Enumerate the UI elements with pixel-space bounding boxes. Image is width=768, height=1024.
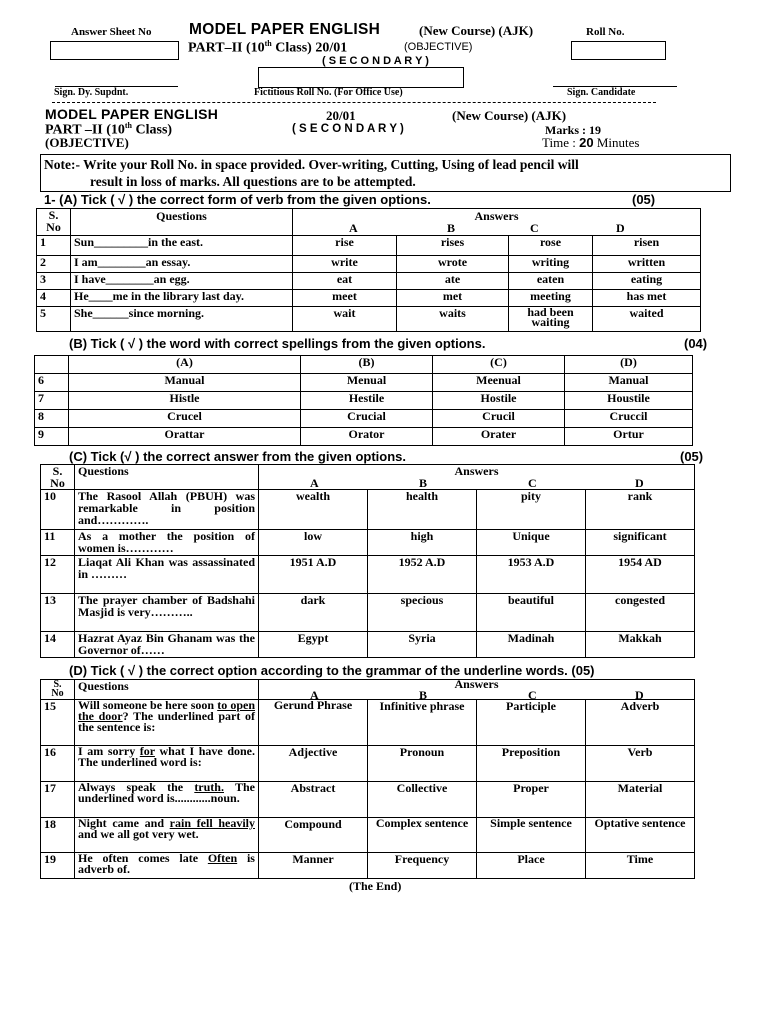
table-row — [37, 236, 701, 256]
paper-course: (New Course) (AJK) — [452, 108, 567, 123]
section-a-marks: (05) — [632, 192, 656, 207]
option-c[interactable]: Participle — [477, 700, 586, 746]
option-c[interactable]: Crucil — [433, 410, 565, 428]
end-text: (The End) — [349, 879, 402, 893]
option-c[interactable]: had been waiting — [509, 307, 593, 332]
option-b[interactable]: waits — [397, 307, 509, 332]
option-a[interactable]: Adjective — [259, 746, 368, 782]
opt-c-label: C — [528, 476, 537, 490]
header-part-line: PART–II (10th Class) 20/01 — [188, 39, 348, 56]
option-c[interactable]: Hostile — [433, 392, 565, 410]
option-d[interactable]: Time — [586, 853, 695, 879]
option-a[interactable]: rise — [293, 236, 397, 256]
table-row — [41, 853, 695, 879]
table-row — [41, 490, 695, 530]
option-c[interactable]: meeting — [509, 290, 593, 307]
option-b[interactable]: health — [368, 490, 477, 530]
option-c[interactable]: Proper — [477, 782, 586, 818]
option-b[interactable]: Crucial — [301, 410, 433, 428]
option-c[interactable]: Madinah — [477, 632, 586, 658]
note-line-1: Note:- Write your Roll No. in space provided. Over-writing, Cutting, Using of lead pencil will — [44, 157, 579, 172]
option-c[interactable]: writing — [509, 256, 593, 273]
option-c[interactable]: Simple sentence — [477, 818, 586, 853]
paper-secondary: ( S E C O N D A R Y ) — [292, 123, 404, 135]
option-d[interactable]: rank — [586, 490, 695, 530]
question-no: 17 — [41, 782, 75, 818]
option-a[interactable]: Crucel — [69, 410, 301, 428]
option-a[interactable]: Compound — [259, 818, 368, 853]
question-text: He often comes late Often is adverb of. — [75, 853, 259, 879]
paper-title: MODEL PAPER ENGLISH — [45, 106, 219, 122]
option-a[interactable]: low — [259, 530, 368, 556]
option-d[interactable]: significant — [586, 530, 695, 556]
question-no: 13 — [41, 594, 75, 632]
question-text: He____me in the library last day. — [71, 290, 293, 307]
option-a[interactable]: dark — [259, 594, 368, 632]
section-b-marks: (04) — [684, 336, 708, 351]
question-text: The Rasool Allah (PBUH) was remarkable in position and…………. — [75, 490, 259, 530]
question-text: Hazrat Ayaz Bin Ghanam was the Governor of…… — [75, 632, 259, 658]
opt-c-label: (C) — [433, 356, 565, 374]
question-no: 9 — [35, 428, 69, 446]
paper-marks: Marks : 19 — [545, 123, 601, 137]
question-no: 6 — [35, 374, 69, 392]
section-c-marks: (05) — [680, 449, 704, 464]
option-c[interactable]: Preposition — [477, 746, 586, 782]
question-no: 4 — [37, 290, 71, 307]
option-b[interactable]: wrote — [397, 256, 509, 273]
question-no: 8 — [35, 410, 69, 428]
question-no: 19 — [41, 853, 75, 879]
question-no: 7 — [35, 392, 69, 410]
option-d[interactable]: risen — [593, 236, 701, 256]
opt-b-label: (B) — [301, 356, 433, 374]
answers-header: Answers A B C D — [259, 465, 695, 490]
table-row — [41, 530, 695, 556]
section-a-table — [36, 208, 701, 332]
table-row — [41, 746, 695, 782]
roll-no-box[interactable] — [571, 41, 666, 60]
question-no: 5 — [37, 307, 71, 332]
paper-session: 20/01 — [326, 108, 356, 123]
option-b[interactable]: met — [397, 290, 509, 307]
option-d[interactable]: congested — [586, 594, 695, 632]
opt-d-label: D — [635, 688, 644, 700]
paper-time: Time : 20 Minutes — [542, 135, 640, 150]
option-c[interactable]: Meenual — [433, 374, 565, 392]
opt-c-label: C — [530, 221, 539, 235]
option-a[interactable]: Abstract — [259, 782, 368, 818]
question-no: 2 — [37, 256, 71, 273]
paper-objective: (OBJECTIVE) — [45, 135, 129, 150]
option-b[interactable]: Syria — [368, 632, 477, 658]
sno-header: S. No — [37, 209, 71, 236]
option-c[interactable]: Unique — [477, 530, 586, 556]
question-text: I am sorry for what I have done. The underlined word is: — [75, 746, 259, 782]
option-d[interactable]: written — [593, 256, 701, 273]
option-b[interactable]: Pronoun — [368, 746, 477, 782]
sno-header: S. No — [41, 465, 75, 490]
question-no: 11 — [41, 530, 75, 556]
table-row — [35, 428, 693, 446]
section-b-title: (B) Tick ( √ ) the word with correct spellings from the given options. — [69, 336, 486, 351]
option-d[interactable]: Material — [586, 782, 695, 818]
option-a[interactable]: meet — [293, 290, 397, 307]
questions-header: Questions — [75, 680, 259, 700]
cut-line — [52, 102, 656, 103]
option-d[interactable]: Ortur — [565, 428, 693, 446]
question-no: 16 — [41, 746, 75, 782]
opt-b-label: B — [419, 476, 428, 490]
table-row — [37, 256, 701, 273]
option-b[interactable]: Complex sentence — [368, 818, 477, 853]
table-row — [41, 632, 695, 658]
table-row — [37, 307, 701, 332]
option-c[interactable]: Orater — [433, 428, 565, 446]
table-row — [41, 818, 695, 853]
opt-d-label: (D) — [565, 356, 693, 374]
question-text: Always speak the truth. The underlined word is............noun. — [75, 782, 259, 818]
questions-header: Questions — [75, 465, 259, 490]
option-d[interactable]: Adverb — [586, 700, 695, 746]
option-d[interactable]: has met — [593, 290, 701, 307]
question-text: She______since morning. — [71, 307, 293, 332]
option-a[interactable]: Gerund Phrase — [259, 700, 368, 746]
question-text: I have________an egg. — [71, 273, 293, 290]
option-d[interactable]: eating — [593, 273, 701, 290]
option-a[interactable]: Egypt — [259, 632, 368, 658]
option-a[interactable]: Manner — [259, 853, 368, 879]
question-no: 1 — [37, 236, 71, 256]
sign-supdnt-label: Sign. Dy. Supdnt. — [54, 87, 129, 98]
opt-a-label: A — [349, 221, 358, 235]
question-no: 10 — [41, 490, 75, 530]
opt-d-label: D — [616, 221, 625, 235]
table-row — [41, 782, 695, 818]
question-text: The prayer chamber of Badshahi Masjid is very……….. — [75, 594, 259, 632]
option-b[interactable]: 1952 A.D — [368, 556, 477, 594]
header-secondary: ( S E C O N D A R Y ) — [322, 55, 429, 67]
header-title: MODEL PAPER ENGLISH — [189, 21, 381, 38]
option-a[interactable]: 1951 A.D — [259, 556, 368, 594]
answers-header: Answers A B C D — [293, 209, 701, 236]
note-box — [40, 154, 731, 192]
fictitious-roll-box[interactable] — [258, 67, 464, 88]
section-a-title: 1- (A) Tick ( √ ) the correct form of verb from the given options. — [44, 192, 431, 207]
option-b[interactable]: Collective — [368, 782, 477, 818]
option-c[interactable]: pity — [477, 490, 586, 530]
option-b[interactable]: Infinitive phrase — [368, 700, 477, 746]
table-row — [41, 594, 695, 632]
section-d-table — [40, 679, 695, 879]
option-c[interactable]: 1953 A.D — [477, 556, 586, 594]
fictitious-roll-label: Fictitious Roll No. (For Office Use) — [254, 87, 403, 98]
option-b[interactable]: Menual — [301, 374, 433, 392]
question-text: As a mother the position of women is………… — [75, 530, 259, 556]
sign-candidate-label: Sign. Candidate — [567, 87, 636, 98]
option-a[interactable]: wait — [293, 307, 397, 332]
option-d[interactable]: Manual — [565, 374, 693, 392]
section-b-table — [34, 355, 693, 446]
option-a[interactable]: wealth — [259, 490, 368, 530]
question-text: Night came and rain fell heavily and we all got very wet. — [75, 818, 259, 853]
option-a[interactable]: Manual — [69, 374, 301, 392]
option-a[interactable]: Histle — [69, 392, 301, 410]
option-d[interactable]: Verb — [586, 746, 695, 782]
question-no: 12 — [41, 556, 75, 594]
option-b[interactable]: high — [368, 530, 477, 556]
table-row — [37, 290, 701, 307]
option-d[interactable]: 1954 AD — [586, 556, 695, 594]
question-no: 18 — [41, 818, 75, 853]
opt-a-label: A — [310, 688, 319, 700]
question-text: I am________an essay. — [71, 256, 293, 273]
section-c-title: (C) Tick (√ ) the correct answer from the given options. — [69, 449, 407, 464]
question-text: Liaqat Ali Khan was assassinated in ……… — [75, 556, 259, 594]
option-a[interactable]: write — [293, 256, 397, 273]
note-line-2: result in loss of marks. All questions are to be attempted. — [90, 174, 416, 189]
option-d[interactable]: Cruccil — [565, 410, 693, 428]
option-a[interactable]: eat — [293, 273, 397, 290]
header-course: (New Course) (AJK) — [419, 23, 534, 38]
question-text: Sun_________in the east. — [71, 236, 293, 256]
answers-header: Answers A B C D — [259, 680, 695, 700]
roll-no-label: Roll No. — [586, 26, 625, 38]
option-b[interactable]: rises — [397, 236, 509, 256]
option-b[interactable]: Orator — [301, 428, 433, 446]
question-no: 15 — [41, 700, 75, 746]
opt-d-label: D — [635, 476, 644, 490]
table-row — [37, 273, 701, 290]
opt-a-label: A — [310, 476, 319, 490]
option-d[interactable]: waited — [593, 307, 701, 332]
section-d-title: (D) Tick ( √ ) the correct option according to the grammar of the underline words. (05) — [69, 663, 595, 678]
table-row — [41, 700, 695, 746]
option-c[interactable]: Place — [477, 853, 586, 879]
answer-sheet-label: Answer Sheet No — [71, 26, 152, 38]
question-no: 3 — [37, 273, 71, 290]
opt-b-label: B — [447, 221, 456, 235]
opt-b-label: B — [419, 688, 428, 700]
option-d[interactable]: Makkah — [586, 632, 695, 658]
option-b[interactable]: specious — [368, 594, 477, 632]
option-d[interactable]: Houstile — [565, 392, 693, 410]
paper-part: PART –II (10th Class) — [45, 121, 173, 138]
header-objective: (OBJECTIVE) — [404, 41, 473, 53]
opt-a-label: (A) — [69, 356, 301, 374]
table-row — [35, 410, 693, 428]
question-no: 14 — [41, 632, 75, 658]
table-row — [35, 374, 693, 392]
table-row — [41, 556, 695, 594]
question-text: Will someone be here soon to open the door? The underlined part of the sentence is: — [75, 700, 259, 746]
option-c[interactable]: eaten — [509, 273, 593, 290]
option-a[interactable]: Orattar — [69, 428, 301, 446]
option-c[interactable]: rose — [509, 236, 593, 256]
option-c[interactable]: beautiful — [477, 594, 586, 632]
section-c-table — [40, 464, 695, 658]
table-row — [35, 392, 693, 410]
option-b[interactable]: Hestile — [301, 392, 433, 410]
opt-c-label: C — [528, 688, 537, 700]
option-d[interactable]: Optative sentence — [586, 818, 695, 853]
option-b[interactable]: Frequency — [368, 853, 477, 879]
sno-header: S. No — [41, 680, 75, 700]
questions-header: Questions — [71, 209, 293, 236]
option-b[interactable]: ate — [397, 273, 509, 290]
answer-sheet-box[interactable] — [50, 41, 179, 60]
